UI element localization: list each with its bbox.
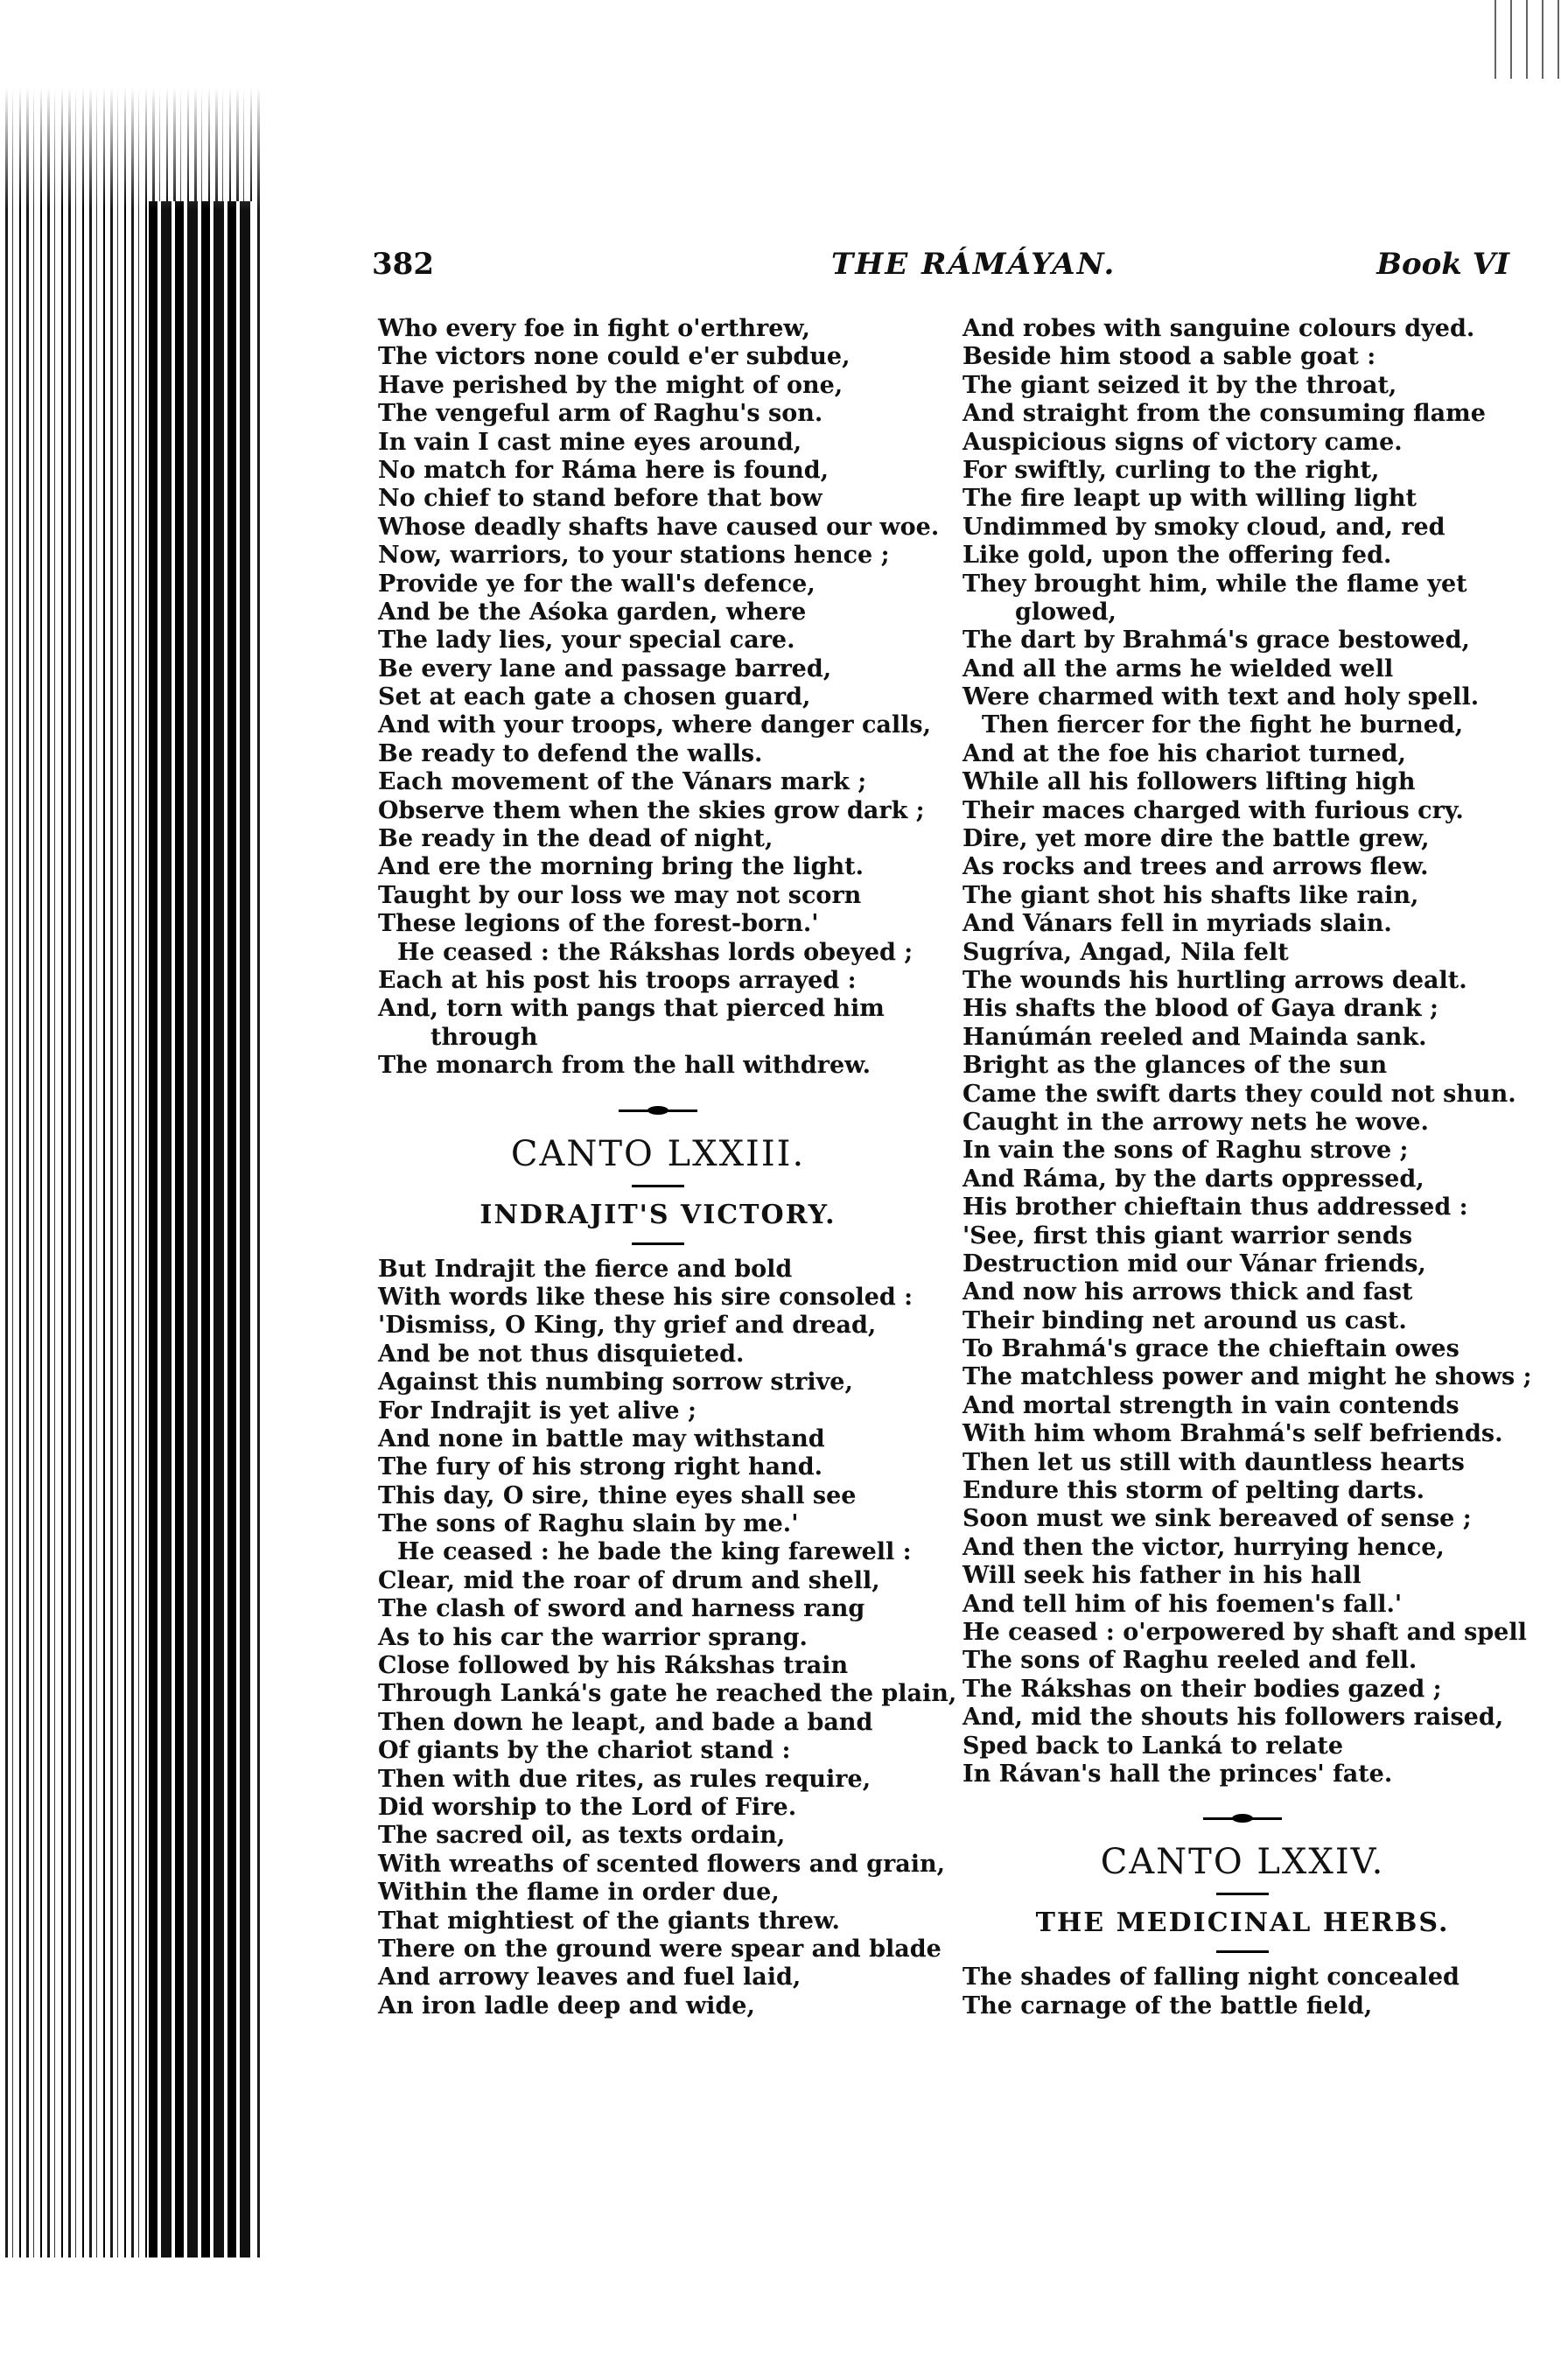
verse-line: The wounds his hurtling arrows dealt. (962, 966, 1467, 994)
verse-line: In vain the sons of Raghu strove ; (962, 1137, 1409, 1165)
verse-line: through (430, 1023, 538, 1051)
verse-line: Who every foe in fight o'erthrew, (378, 315, 810, 342)
verse-line: And mortal strength in vain contends (962, 1391, 1460, 1419)
verse-line: Of giants by the chariot stand : (378, 1737, 791, 1765)
verse-line: The matchless power and might he shows ; (962, 1363, 1532, 1391)
verse-line: And tell him of his foemen's fall.' (962, 1590, 1403, 1618)
verse-line: As rocks and trees and arrows flew. (962, 853, 1429, 881)
verse-block (378, 1538, 957, 2020)
verse-line: In vain I cast mine eyes around, (378, 428, 802, 456)
verse-line: Close followed by his Rákshas train (378, 1652, 849, 1680)
scan-corner-marks (1488, 0, 1561, 79)
verse-line: And be the Aśoka garden, where (378, 598, 807, 626)
verse-line: Be ready in the dead of night, (378, 825, 774, 853)
verse-line: The sons of Raghu reeled and fell. (962, 1647, 1418, 1675)
canto-title: CANTO LXXIII. (510, 1133, 806, 1174)
page-number: 382 (372, 247, 434, 282)
verse-line: Dire, yet more dire the battle grew, (962, 825, 1430, 853)
verse-line: These legions of the forest-born.' (378, 910, 819, 938)
verse-block (378, 1256, 938, 1539)
verse-line: Have perished by the might of one, (378, 371, 844, 399)
title-rule (378, 1175, 938, 1198)
verse-line: The carnage of the battle field, (962, 1992, 1373, 2020)
verse-line: To Brahmá's grace the chieftain owes (962, 1335, 1460, 1363)
verse-line: And, mid the shouts his followers raised, (962, 1704, 1504, 1732)
verse-line: That mightiest of the giants threw. (378, 1907, 840, 1935)
verse-line: And, torn with pangs that pierced him (378, 995, 885, 1023)
verse-line: And then the victor, hurrying hence, (962, 1533, 1445, 1561)
verse-block (378, 939, 938, 1081)
verse-line: 'Dismiss, O King, thy grief and dread, (378, 1312, 877, 1340)
verse-line: He ceased : the Rákshas lords obeyed ; (397, 938, 914, 966)
verse-line: Each at his post his troops arrayed : (378, 966, 857, 994)
verse-line: But Indrajit the fierce and bold (378, 1255, 793, 1283)
verse-line: Provide ye for the wall's defence, (378, 570, 816, 598)
verse-line: The victors none could e'er subdue, (378, 343, 850, 371)
book-label: Book VI (1376, 247, 1509, 282)
verse-line: And at the foe his chariot turned, (962, 739, 1406, 767)
verse-line: Within the flame in order due, (378, 1879, 780, 1907)
verse-line: The clash of sword and harness rang (378, 1595, 865, 1623)
verse-line: Then with due rites, as rules require, (378, 1765, 872, 1793)
verse-line: He ceased : o'erpowered by shaft and spell (962, 1618, 1527, 1646)
verse-line: Hanúmán reeled and Mainda sank. (962, 1023, 1427, 1051)
verse-line: An iron ladle deep and wide, (378, 1992, 755, 2020)
verse-line: Observe them when the skies grow dark ; (378, 796, 925, 824)
verse-line: And robes with sanguine colours dyed. (962, 315, 1475, 342)
verse-line: Against this numbing sorrow strive, (378, 1368, 853, 1396)
verse-block (962, 315, 1522, 711)
verse-line: And all the arms he wielded well (962, 654, 1394, 682)
verse-line: Each movement of the Vánars mark ; (378, 768, 867, 796)
verse-line: Their maces charged with furious cry. (962, 796, 1464, 824)
subtitle-rule (378, 1233, 938, 1256)
verse-line: Soon must we sink bereaved of sense ; (962, 1505, 1472, 1533)
verse-line: In Rávan's hall the princes' fate. (962, 1760, 1393, 1788)
verse-line: The dart by Brahmá's grace bestowed, (962, 626, 1470, 654)
binding-fade (0, 88, 262, 210)
verse-line: Then fiercer for the fight he burned, (982, 711, 1464, 739)
verse-block (962, 1964, 1522, 2020)
verse-line: Caught in the arrowy nets he wove. (962, 1108, 1429, 1136)
verse-line: glowed, (1015, 598, 1116, 626)
verse-line: Will seek his father in his hall (962, 1562, 1362, 1590)
verse-line: The sacred oil, as texts ordain, (378, 1822, 786, 1850)
verse-line: His shafts the blood of Gaya drank ; (962, 995, 1438, 1023)
verse-line: And straight from the consuming flame (962, 400, 1486, 428)
verse-line: Be ready to defend the walls. (378, 739, 763, 767)
verse-line: He ceased : he bade the king farewell : (397, 1538, 912, 1566)
verse-line: The lady lies, your special care. (378, 626, 795, 654)
section-divider (962, 1801, 1522, 1836)
verse-line: And Ráma, by the darts oppressed, (962, 1165, 1424, 1193)
verse-line: With him whom Brahmá's self befriends. (962, 1420, 1503, 1448)
verse-line: And now his arrows thick and fast (962, 1278, 1413, 1306)
verse-line: Through Lanká's gate he reached the plain, (378, 1680, 957, 1708)
subtitle-rule (962, 1941, 1522, 1964)
verse-line: Clear, mid the roar of drum and shell, (378, 1566, 880, 1594)
verse-line: Then let us still with dauntless hearts (962, 1448, 1465, 1476)
verse-line: Undimmed by smoky cloud, and, red (962, 513, 1446, 541)
verse-line: And none in battle may withstand (378, 1424, 825, 1452)
verse-line: The monarch from the hall withdrew. (378, 1052, 872, 1080)
verse-line: Be every lane and passage barred, (378, 654, 832, 682)
verse-line: As to his car the warrior sprang. (378, 1623, 808, 1651)
section-divider (378, 1093, 938, 1128)
verse-line: Now, warriors, to your stations hence ; (378, 542, 890, 570)
verse-line: Bright as the glances of the sun (962, 1052, 1388, 1080)
verse-line: And arrowy leaves and fuel laid, (378, 1964, 802, 1992)
verse-line: And ere the morning bring the light. (378, 853, 864, 881)
verse-block (378, 315, 938, 939)
verse-line: His brother chieftain thus addressed : (962, 1194, 1468, 1222)
verse-line: Came the swift darts they could not shun. (962, 1080, 1516, 1108)
right-column (962, 315, 1532, 2020)
title-rule (962, 1883, 1522, 1906)
verse-line: The fury of his strong right hand. (378, 1453, 823, 1481)
verse-line: For swiftly, curling to the right, (962, 456, 1380, 484)
verse-line: Endure this storm of pelting darts. (962, 1477, 1425, 1505)
verse-line: Set at each gate a chosen guard, (378, 683, 811, 711)
verse-line: Like gold, upon the offering fed. (962, 542, 1392, 570)
verse-line: The shades of falling night concealed (962, 1964, 1460, 1992)
verse-line: Beside him stood a sable goat : (962, 343, 1376, 371)
verse-line: Their binding net around us cast. (962, 1306, 1407, 1334)
verse-line: For Indrajit is yet alive ; (378, 1396, 696, 1424)
scanned-page-binding-shadow (149, 201, 254, 2258)
verse-block (962, 711, 1532, 1788)
verse-line: The fire leapt up with willing light (962, 485, 1417, 513)
verse-line: With wreaths of scented flowers and grain, (378, 1850, 946, 1878)
verse-line: The giant seized it by the throat, (962, 371, 1397, 399)
verse-line: Then down he leapt, and bade a band (378, 1708, 873, 1736)
verse-line: Sped back to Lanká to relate (962, 1732, 1344, 1760)
verse-line: No chief to stand before that bow (378, 485, 822, 513)
verse-line: Whose deadly shafts have caused our woe. (378, 513, 940, 541)
verse-line: Destruction mid our Vánar friends, (962, 1250, 1426, 1278)
verse-line: And with your troops, where danger calls, (378, 711, 931, 739)
verse-line: Auspicious signs of victory came. (962, 428, 1403, 456)
verse-line: The giant shot his shafts like rain, (962, 881, 1419, 909)
verse-line: Did worship to the Lord of Fire. (378, 1793, 797, 1821)
verse-line: 'See, first this giant warrior sends (962, 1222, 1413, 1250)
verse-line: No match for Ráma here is found, (378, 456, 829, 484)
running-title: THE RÁMÁYAN. (831, 247, 1116, 282)
verse-line: And be not thus disquieted. (378, 1340, 745, 1368)
verse-line: They brought him, while the flame yet (962, 570, 1467, 598)
verse-line: Were charmed with text and holy spell. (962, 683, 1480, 711)
verse-line: And Vánars fell in myriads slain. (962, 910, 1392, 938)
verse-line: With words like these his sire consoled : (378, 1283, 914, 1311)
canto-title: CANTO LXXIV. (1100, 1842, 1385, 1883)
canto-subtitle: INDRAJIT'S VICTORY. (480, 1199, 836, 1230)
verse-line: Taught by our loss we may not scorn (378, 881, 862, 909)
verse-line: There on the ground were spear and blade (378, 1935, 942, 1963)
page-header (372, 247, 1509, 290)
left-column (378, 315, 957, 2020)
verse-line: This day, O sire, thine eyes shall see (378, 1481, 857, 1509)
verse-line: While all his followers lifting high (962, 768, 1416, 796)
verse-line: The sons of Raghu slain by me.' (378, 1510, 799, 1538)
verse-line: The Rákshas on their bodies gazed ; (962, 1675, 1442, 1703)
canto-subtitle: THE MEDICINAL HERBS. (1035, 1908, 1450, 1939)
verse-line: The vengeful arm of Raghu's son. (378, 400, 823, 428)
verse-line: Sugríva, Angad, Nila felt (962, 938, 1289, 966)
